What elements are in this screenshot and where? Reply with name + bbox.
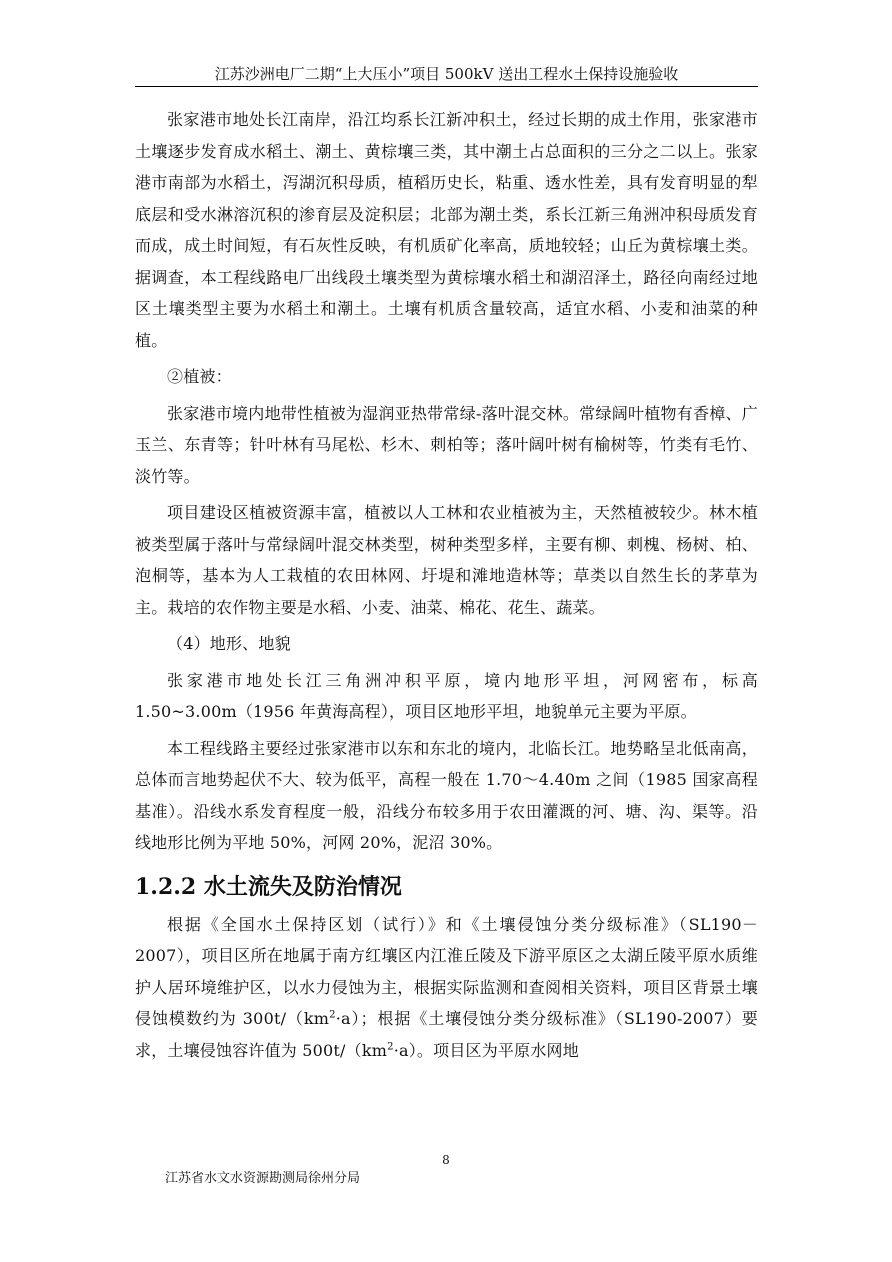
paragraph-vegetation-heading: ②植被： <box>167 367 232 386</box>
erosion-text-c: ·a）。项目区为平原水网地 <box>393 1040 579 1060</box>
erosion-text-b: ·a）；根据《土壤侵蚀分类分级标准》（SL190-2007）要求，土壤侵蚀容许值为 500t/（km <box>135 1009 758 1060</box>
superscript-2: 2 <box>387 1041 394 1053</box>
paragraph-vegetation-project: 项目建设区植被资源丰富，植被以人工林和农业植被为主，天然植被较少。林木植被类型属于落叶与常绿阔叶混交林类型，树种类型多样，主要有柳、刺槐、杨树、柏、泡桐等，基本为人工栽植的农田林网、圩堤和滩地造林等；草类以自然生长的茅草为主。栽培的农作物主要是水稻、小麦、油菜、棉花、花生、蔬菜。 <box>135 503 758 617</box>
footer-org: 江苏省水文水资源勘测局徐州分局 <box>165 1171 361 1186</box>
paragraph-terrain-zjg: 张家港市地处长江三角洲冲积平原，境内地形平坦，河网密布，标高 1.50~3.00m（1956 年黄海高程），项目区地形平坦，地貌单元主要为平原。 <box>135 670 758 721</box>
header-title: 江苏沙洲电厂二期“上大压小”项目 500kV 送出工程水土保持设施验收 <box>214 65 679 83</box>
paragraph-soil: 张家港市地处长江南岸，沿江均系长江新冲积土，经过长期的成土作用，张家港市土壤逐步发育成水稻土、潮土、黄棕壤三类，其中潮土占总面积的三分之二以上。张家港市南部为水稻土，泻湖沉积母质，植稻历史长，粘重、透水性差，具有发育明显的犁底层和受水淋溶沉积的渗育层及淀积层；北部为潮土类，系长江新三角洲冲积母质发育而成，成土时间短，有石灰性反映，有机质矿化率高，质地较轻；山丘为黄棕壤土类。据调查，本工程线路电厂出线段土壤类型为黄棕壤水稻土和湖沼泽土，路径向南经过地区土壤类型主要为水稻土和潮土。土壤有机质含量较高，适宜水稻、小麦和油菜的种植。 <box>135 110 758 350</box>
page-number: 8 <box>442 1153 450 1167</box>
main-content <box>135 104 758 1066</box>
superscript-2: 2 <box>329 1009 336 1021</box>
erosion-text-a: 根据《全国水土保持区划（试行）》和《土壤侵蚀分类分级标准》（SL190－2007），项目区所在地属于南方红壤区内江淮丘陵及下游平原区之太湖丘陵平原水质维护人居环境维护区，以水力侵蚀为主，根据实际监测和查阅相关资料，项目区背景土壤侵蚀模数约为 300t/（km <box>135 914 758 1028</box>
paragraph-vegetation-types: 张家港市境内地带性植被为湿润亚热带常绿-落叶混交林。常绿阔叶植物有香樟、广玉兰、东青等；针叶林有马尾松、杉木、刺柏等；落叶阔叶树有榆树等，竹类有毛竹、淡竹等。 <box>135 403 758 486</box>
paragraph-erosion <box>135 909 758 1067</box>
section-heading-erosion: 1.2.2 水土流失及防治情况 <box>135 873 402 900</box>
page-header <box>135 62 758 87</box>
paragraph-terrain-heading: （4）地形、地貌 <box>167 634 291 653</box>
paragraph-terrain-route: 本工程线路主要经过张家港市以东和东北的境内，北临长江。地势略呈北低南高，总体而言地势起伏不大、较为低平，高程一般在 1.70～4.40m 之间（1985 国家高程基准）。沿线水系发育程度一般，沿线分布较多用于农田灌溉的河、塘、沟、渠等。沿线地形比例为平地 50%，河网 20%，泥沼 30%。 <box>135 738 758 852</box>
